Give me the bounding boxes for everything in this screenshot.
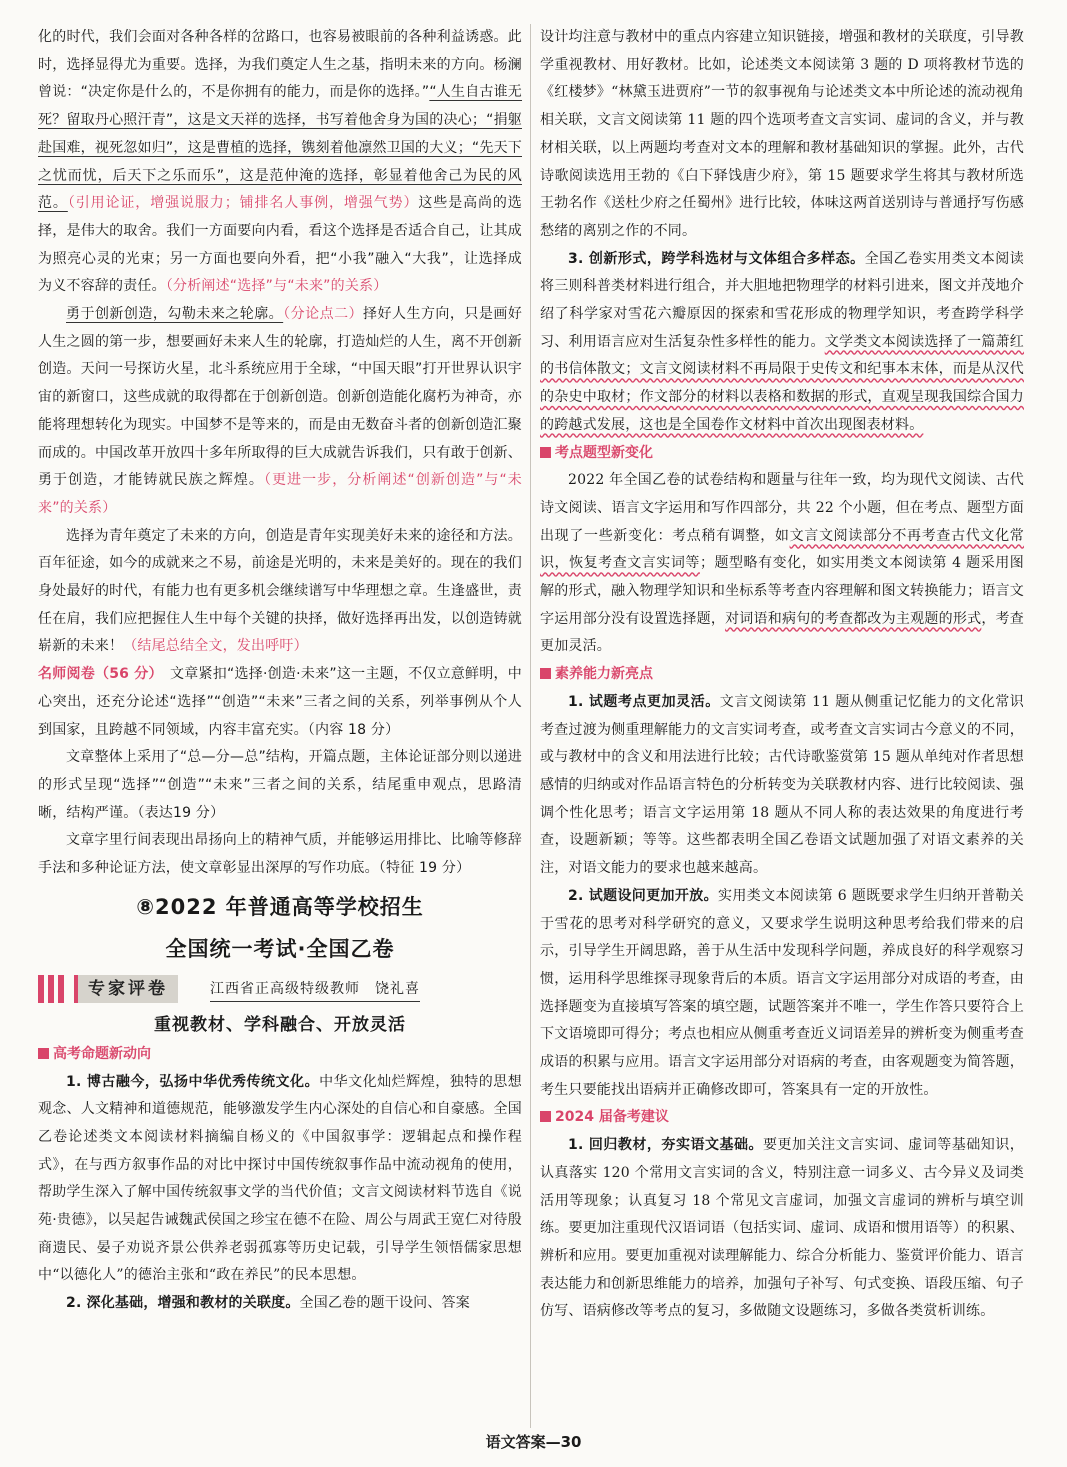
grading-paragraph-2: 文章整体上采用了“总—分—总”结构，开篇点题，主体论证部分则以递进的形式呈现“选择”“创造”“未来”三者之间的关系，结尾重申观点，思路清晰，结构严谨。（表达19 分） bbox=[38, 749, 522, 821]
column-divider bbox=[530, 24, 531, 1428]
item-text: 文言文阅读第 11 题从侧重记忆能力的文化常识考查过渡为侧重理解能力的文言实词考查，或考查文言实词古今意义的不同，或与教材中的含义和用法进行比较；古代诗歌鉴赏第 15 题从单纯对作者思想感情的归纳或对作品语言特色的分析转变为关联教材内容、进行比较阅读、强调个性化思考；语言文字运用第 18 题从不同人称的表达效果的角度进行考查，设题新颖；等等。这些都表明全国乙卷语文试题加强了对语文素养的关注，对语文能力的要求也越来越高。 bbox=[540, 693, 1024, 877]
grading-text: 文章紧扣“选择·创造·未来”这一主题，不仅立意鲜明，中心突出，还充分论述“选择”“创造”“未来”三者之间的关系，列举事例从个人到国家，且跨越不同领域，内容丰富充实。（内容 18 分） bbox=[38, 666, 522, 738]
essay-text: 化的时代，我们会面对各种各样的岔路口，也容易被眼前的各种利益诱惑。此时，选择显得尤为重要。选择，为我们奠定人生之基，指明未来的方向。杨澜曾说：“决定你是什么的，不是你拥有的能力，而是你的选择。” bbox=[38, 29, 522, 101]
wavy-underlined-text: 文言文阅读部分不再考查古代文化常识，恢复考查文言实词等 bbox=[540, 527, 1024, 572]
advice-item-1 bbox=[540, 1132, 1024, 1326]
right-column bbox=[540, 24, 1024, 1326]
item-text: 全国乙卷的题干设问、答案 bbox=[299, 1295, 470, 1312]
essay-annotation: （分论点二） bbox=[283, 306, 364, 323]
essay-paragraph-2 bbox=[38, 301, 522, 523]
item-heading: 2. 深化基础，增强和教材的关联度。 bbox=[66, 1295, 300, 1312]
grading-paragraph-3: 文章字里行间表现出昂扬向上的精神气质，并能够运用排比、比喻等修辞手法和多种论证方法，使文章彰显出深厚的写作功底。（特征 19 分） bbox=[38, 832, 522, 877]
sub-thesis-underlined: 勇于创新创造，勾勒未来之轮廓。 bbox=[66, 306, 284, 323]
essay-paragraph-1 bbox=[38, 24, 522, 301]
exam-title-line-2: 全国统一考试·全国乙卷 bbox=[165, 936, 395, 961]
grading-label: 名师阅卷（56 分） bbox=[38, 666, 156, 683]
item-wavy-underlined-text: 文学类文本阅读选择了一篇萧红的书信体散文；文言文阅读材料不再局限于史传文和纪事本末体，而是从汉代的杂史中取材；作文部分的材料以表格和数据的形式，直观呈现我国综合国力的跨越式发展，这也是全国卷作文材料中首次出现图表材料。 bbox=[540, 333, 1024, 433]
item-heading: 1. 博古融今，弘扬中华优秀传统文化。 bbox=[66, 1073, 320, 1090]
left-column bbox=[38, 24, 522, 1318]
essay-text: 这些是高尚的选择，是伟大的取舍。我们一方面要向内看，看这个选择是否适合自己，让其成为照亮心灵的光束；另一方面也要向外看，把“小我”融入“大我”，让选择成为义不容辞的责任。 bbox=[38, 195, 523, 295]
essay-text: 择好人生方向，只是画好人生之圆的第一步，想要画好未来人生的轮廓，打造灿烂的人生，离不开创新创造。天问一号探访火星，北斗系统应用于全球，“中国天眼”打开世界认识宇宙的新窗口，这些成就的取得都在于创新创造。创新创造能化腐朽为神奇，亦能将理想转化为现实。中国梦不是等来的，而是由无数奋斗者的创新创造汇聚而成的。中国改革开放四十多年所取得的巨大成就告诉我们，只有敢于创新、勇于创造，才能铸就民族之辉煌。 bbox=[38, 306, 523, 489]
section-square-icon bbox=[38, 1048, 49, 1059]
exam-title-line-1: ⑧2022 年普通高等学校招生 bbox=[136, 894, 424, 919]
trend-item-2-continued: 设计均注意与教材中的重点内容建立知识链接，增强和教材的关联度，引导教学重视教材、用好教材。比如，论述类文本阅读第 3 题的 D 项将教材节选的《红楼梦》“林黛玉进贾府”一节的叙事视角与论述类文本中所论述的流动视角相关联，文言文阅读第 11 题的四个选项考查文言实词、虚词的含义，并与教材相关联，以上两题均考查对文本的理解和教材基础知识的掌握。此外，古代诗歌阅读选用王勃的《白下驿饯唐少府》，第 15 题要求学生将其与教材所选王勃名作《送杜少府之任蜀州》进行比较，体味这两首送别诗与普通抒写伤感愁绪的离别之作的不同。 bbox=[540, 29, 1024, 239]
item-text: 要更加关注文言实词、虚词等基础知识，认真落实 120 个常用文言实词的含义，特别注意一词多义、古今异义及词类活用等现象；认真复习 18 个常见文言虚词，加强文言虚词的辨析与填空训练。要更加注重现代汉语词语（包括实词、虚词、成语和惯用语等）的积累、辨析和应用。要更加重视对读理解能力、综合分析能力、鉴赏评价能力、语言表达能力和创新思维能力的培养，加强句子补写、句式变换、语段压缩、句子仿写、语病修改等考点的复习，多做随文设题练习，多做各类赏析训练。 bbox=[540, 1137, 1024, 1320]
trend-item-2 bbox=[38, 1290, 522, 1318]
essay-annotation: （结尾总结全文，发出呼吁） bbox=[123, 638, 308, 655]
section-heading-text: 考点题型新变化 bbox=[555, 444, 653, 461]
highlight-item-2 bbox=[540, 883, 1024, 1105]
section-heading-text: 素养能力新亮点 bbox=[555, 666, 653, 683]
item-heading: 1. 试题考点更加灵活。 bbox=[568, 693, 720, 710]
reviewer-byline: 江西省正高级特级教师 饶礼喜 bbox=[210, 977, 420, 1002]
section-heading-text: 2024 届备考建议 bbox=[555, 1109, 669, 1126]
section-square-icon bbox=[540, 447, 551, 458]
trend-item-1 bbox=[38, 1069, 522, 1291]
banner-stripes-decoration bbox=[38, 975, 68, 1007]
item-heading: 2. 试题设问更加开放。 bbox=[568, 887, 719, 904]
question-types-paragraph bbox=[540, 467, 1024, 661]
section-heading-question-types bbox=[540, 440, 1024, 468]
grading-paragraph-1 bbox=[38, 661, 522, 744]
section-heading-prep-advice bbox=[540, 1104, 1024, 1132]
review-subheading: 重视教材、学科融合、开放灵活 bbox=[154, 1014, 406, 1035]
item-text: 中华文化灿烂辉煌，独特的思想观念、人文精神和道德规范，能够激发学生内心深处的自信心和自豪感。全国乙卷论述类文本阅读材料摘编自杨义的《中国叙事学：逻辑起点和操作程式》，在与西方叙事作品的对比中探讨中国传统叙事作品中流动视角的使用，帮助学生深入了解中国传统叙事文学的当代价值；文言文阅读材料节选自《说苑·贵德》，以吴起告诫魏武侯国之珍宝在德不在险、周公与周武王宽仁对待殷商遗民、晏子劝说齐景公供养老弱孤寡等历史记载，引导学生领悟儒家思想中“以德化人”的德治主张和“政在养民”的民本思想。 bbox=[38, 1073, 522, 1284]
item-heading: 1. 回归教材，夯实语文基础。 bbox=[568, 1137, 764, 1154]
wavy-underlined-text: 对词语和病句的考查都改为主观题的形式 bbox=[725, 610, 982, 627]
expert-review-banner bbox=[38, 971, 522, 1007]
section-square-icon bbox=[540, 668, 551, 679]
essay-annotation: （分析阐述“选择”与“未来”的关系） bbox=[165, 278, 388, 295]
page-footer: 语文答案—30 bbox=[485, 1433, 582, 1451]
essay-paragraph-3 bbox=[38, 523, 522, 662]
essay-annotation: （引用论证，增强说服力；铺排名人事例，增强气势） bbox=[67, 195, 419, 212]
section-square-icon bbox=[540, 1111, 551, 1122]
paragraph-text: 2022 年全国乙卷的试卷结构和题量与往年一致，均为现代文阅读、古代诗文阅读、语言文字运用和写作四部分，共 22 个小题，但在考点、题型方面出现了一些新变化：考点稍有调整，如 bbox=[540, 472, 1024, 544]
paragraph-text: ，考查更加灵活。 bbox=[540, 610, 1024, 655]
highlight-item-1 bbox=[540, 689, 1024, 883]
item-text: 实用类文本阅读第 6 题既要求学生归纳开普勒关于雪花的思考对科学研究的意义，又要求学生说明这种思考给我们带来的启示，引导学生开阔思路，善于从生活中发现科学问题，养成良好的科学观察习惯，运用科学思维探寻现象背后的本质。语言文字运用部分对成语的考查，由选择题变为直接填写答案的填空题，试题答案并不唯一，学生作答只要符合上下文语境即可得分；考点也相应从侧重考查近义词语差异的辨析变为侧重考查成语的积累与应用。语言文字运用部分对语病的考查，由客观题变为简答题，考生只要能找出语病并正确修改即可，答案具有一定的开放性。 bbox=[540, 887, 1024, 1098]
essay-underlined-text: “人生自古谁无死？留取丹心照汗青”，这是文天祥的选择，书写着他舍身为国的决心；“捐躯赴国难，视死忽如归”，这是曹植的选择，镌刻着他凛然卫国的大义；“先天下之忧而忧，后天下之乐而乐”，这是范仲淹的选择，彰显着他舍己为民的风范。 bbox=[38, 84, 523, 212]
paragraph-text: ；题型略有变化，如实用类文本阅读第 4 题采用图解的形式，融入物理学知识和坐标系等考查内容理解和图文转换能力；语言文字运用部分没有设置选择题， bbox=[540, 555, 1025, 627]
item-text: 全国乙卷实用类文本阅读将三则科普类材料进行组合，并大胆地把物理学的材料引进来，图文并茂地介绍了科学家对雪花六瓣原因的探索和雪花形成的物理学知识，考查跨学科学习、利用语言应对生活复杂性多样性的能力。 bbox=[540, 250, 1024, 350]
section-heading-trends bbox=[38, 1041, 522, 1069]
item-heading: 3. 创新形式，跨学科选材与文体组合多样态。 bbox=[568, 250, 865, 267]
trend-item-3 bbox=[540, 246, 1024, 440]
section-heading-text: 高考命题新动向 bbox=[53, 1045, 151, 1062]
section-heading-highlights bbox=[540, 661, 1024, 689]
essay-annotation: （更进一步，分析阐述“创新创造”与“未来”的关系） bbox=[38, 472, 523, 516]
expert-review-badge: 专家评卷 bbox=[74, 975, 178, 1003]
essay-text: 选择为青年奠定了未来的方向，创造是青年实现美好未来的途径和方法。百年征途，如今的成就来之不易，前途是光明的，未来是美好的。现在的我们身处最好的时代，有能力也有更多机会继续谱写中华理想之章。生逢盛世，责任在肩，我们应把握住人生中每个关键的抉择，做好选择再出发，以创造铸就崭新的未来！ bbox=[38, 527, 522, 655]
